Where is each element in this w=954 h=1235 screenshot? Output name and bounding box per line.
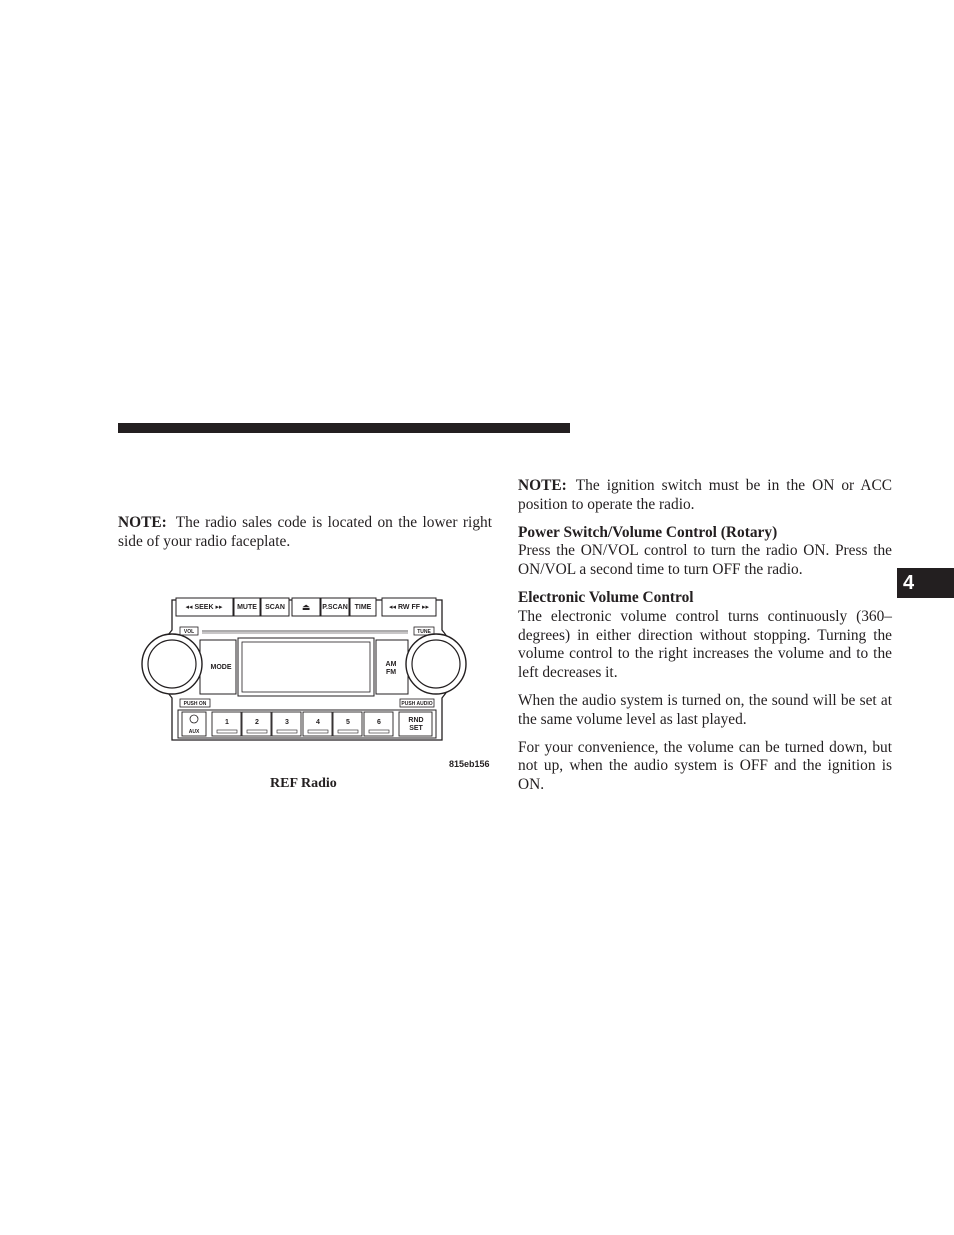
aux-label: AUX	[188, 729, 200, 735]
note-text: The ignition switch must be in the ON or ACC position to operate the radio.	[518, 477, 892, 513]
preset-4-label: 4	[316, 719, 320, 726]
tune-label: TUNE	[417, 629, 431, 635]
figure-code: 815eb156	[449, 759, 490, 769]
preset-1-label: 1	[225, 719, 229, 726]
rnd-label: RND	[408, 717, 424, 724]
radio-illustration	[140, 594, 470, 744]
am-label: AM	[385, 661, 397, 668]
push-on-label: PUSH ON	[183, 701, 207, 707]
paragraph: When the audio system is turned on, the sound will be set at the same volume level as last played.	[518, 691, 892, 728]
section-heading: Power Switch/Volume Control (Rotary)	[518, 523, 778, 541]
section-heading: Electronic Volume Control	[518, 588, 694, 606]
radio-faceplate-figure	[140, 594, 470, 744]
push-audio-label: PUSH AUDIO	[401, 701, 433, 707]
note-text: The radio sales code is located on the lower right side of your radio faceplate.	[118, 514, 492, 550]
chapter-tab: 4	[897, 568, 954, 598]
note-label: NOTE:	[118, 514, 167, 531]
section-rule	[118, 423, 570, 433]
time-label: TIME	[354, 604, 372, 611]
paragraph: The electronic volume control turns continuously (360–degrees) in either direction without stopping. Turning the volume control to the right increases the volume and to the left decreases it.	[518, 607, 892, 682]
mute-label: MUTE	[237, 604, 257, 611]
mode-label: MODE	[210, 664, 232, 671]
seek-label: ◂◂ SEEK ▸▸	[185, 604, 223, 611]
preset-3-label: 3	[285, 719, 289, 726]
left-column	[118, 514, 492, 552]
scan-label: SCAN	[265, 604, 285, 611]
paragraph: For your convenience, the volume can be turned down, but not up, when the audio system is OFF and the ignition is ON.	[518, 738, 892, 794]
preset-2-label: 2	[255, 719, 259, 726]
eject-icon: ⏏	[301, 602, 311, 612]
right-column	[518, 477, 892, 804]
rwff-label: ◂◂ RW FF ▸▸	[389, 604, 429, 611]
set-label: SET	[409, 725, 423, 732]
ignition-note	[518, 477, 892, 515]
vol-label: VOL	[183, 629, 195, 635]
fm-label: FM	[385, 669, 397, 676]
paragraph: Press the ON/VOL control to turn the radio ON. Press the ON/VOL a second time to turn OFF the radio.	[518, 542, 892, 579]
radio-code-note	[118, 514, 492, 552]
pscan-label: P.SCAN	[322, 604, 348, 611]
note-label: NOTE:	[518, 477, 567, 494]
preset-5-label: 5	[346, 719, 350, 726]
preset-6-label: 6	[377, 719, 381, 726]
figure-caption: REF Radio	[270, 776, 337, 791]
